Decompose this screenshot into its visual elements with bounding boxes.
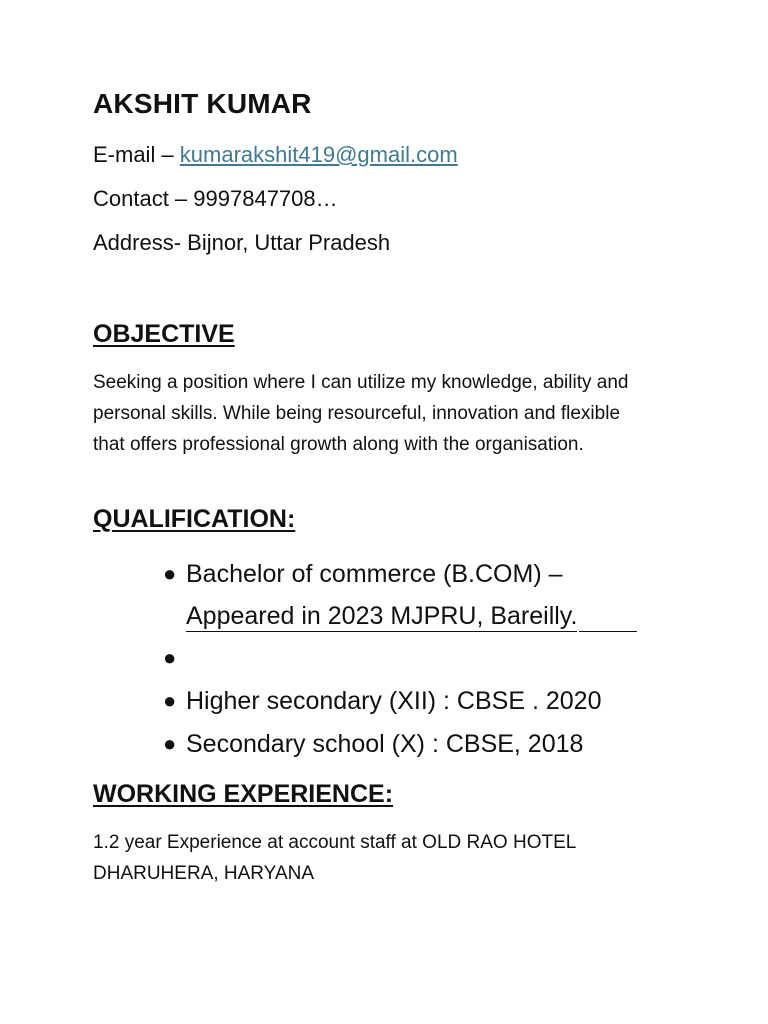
- experience-text: 1.2 year Experience at account staff at OLD RAO HOTEL DHARUHERA, HARYANA: [93, 832, 576, 884]
- address-label: Address-: [93, 230, 188, 255]
- contact-number: 9997847708…: [193, 186, 338, 211]
- qualification-xii-text: Higher secondary (XII) : CBSE . 2020: [186, 687, 602, 715]
- contact-label: Contact –: [93, 186, 194, 211]
- qualification-degree: Bachelor of commerce (B.COM) –: [186, 560, 563, 588]
- objective-text: Seeking a position where I can utilize my knowledge, ability and personal skills. While being resourceful, innovation and flexible that offers professional growth along with the organisation.: [93, 372, 629, 455]
- qualification-item-empty: [93, 637, 693, 680]
- email-label: E-mail –: [93, 142, 180, 167]
- qualification-x-text: Secondary school (X) : CBSE, 2018: [186, 730, 584, 758]
- email-link[interactable]: kumarakshit419@gmail.com: [179, 142, 458, 167]
- qualification-item-bcom: [93, 553, 693, 637]
- experience-heading: WORKING EXPERIENCE:: [93, 780, 394, 808]
- underline-rule: [579, 631, 637, 632]
- address-value: Bijnor, Uttar Pradesh: [187, 230, 391, 255]
- qualification-status: Appeared in 2023 MJPRU, Bareilly.: [186, 602, 578, 630]
- address-line: [93, 230, 390, 256]
- contact-line: [93, 186, 338, 212]
- qualification-item-x: [93, 723, 693, 766]
- bullet-icon: ●: [163, 561, 177, 586]
- email-line: [93, 142, 458, 168]
- objective-heading: OBJECTIVE: [93, 320, 235, 348]
- bullet-icon: ●: [163, 688, 177, 713]
- bullet-icon: ●: [163, 731, 177, 756]
- candidate-name: AKSHIT KUMAR: [93, 88, 312, 119]
- qualification-list: [93, 553, 693, 766]
- bullet-icon: ●: [163, 645, 177, 670]
- qualification-heading: QUALIFICATION:: [93, 505, 296, 533]
- qualification-item-xii: [93, 680, 693, 723]
